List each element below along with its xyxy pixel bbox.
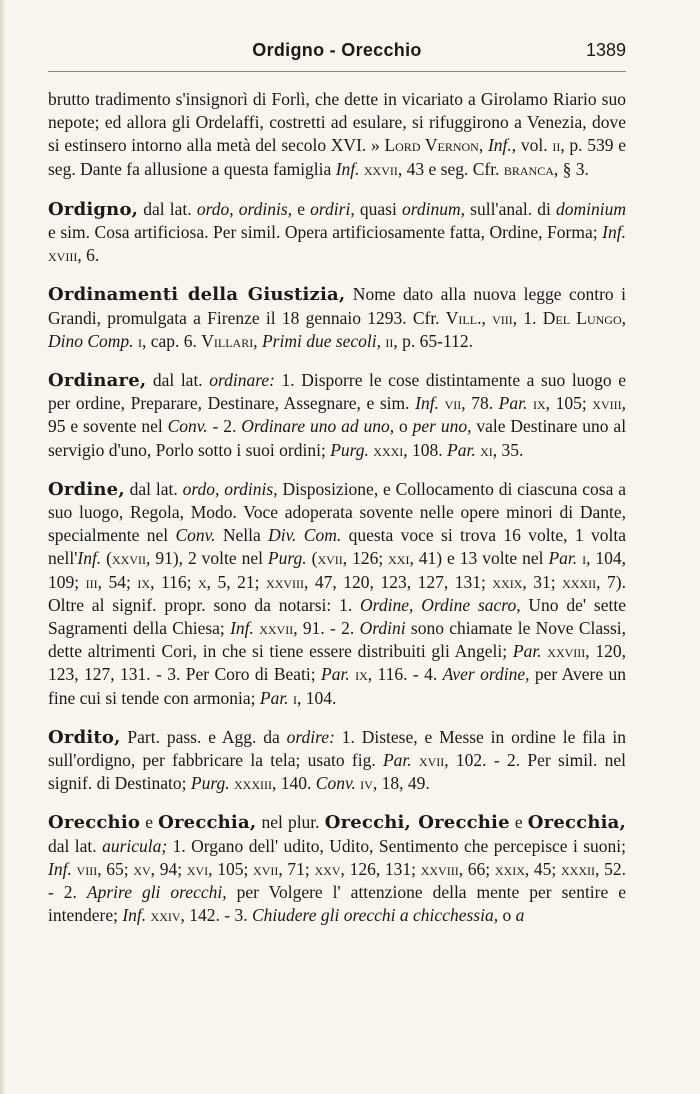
text-run: ( [101, 548, 113, 569]
italic-run: Chiudere gli orecchi a chicchessia, [252, 905, 499, 926]
smallcaps-run: ix [355, 664, 368, 685]
italic-run: Inf. [48, 858, 72, 879]
italic-run: Purg. [267, 548, 307, 569]
text-run: Disposizione, e Collocamento di ciascuna cosa a suo luogo, Regola, Modo. Voce adoperata sovente nelle opere minori di Dante, specialmente nel [48, 478, 626, 546]
headword: Ordito, [48, 726, 121, 748]
smallcaps-run: xxviii [266, 571, 305, 592]
text-run: , 31; [522, 571, 563, 592]
italic-run: Par. [321, 664, 350, 685]
smallcaps-run: xviii [48, 245, 78, 266]
italic-run: Inf. [487, 135, 512, 156]
italic-run: ordo, ordinis, [196, 198, 293, 219]
text-run: , 104, 109; [48, 548, 627, 592]
text-run: e sim. Cosa artificiosa. Per simil. Opera artificiosamente fatta, Ordine, Forma; [48, 222, 603, 243]
text-run: , [481, 307, 493, 328]
running-title: Ordigno - Orecchio [252, 40, 422, 60]
smallcaps-run: i [582, 548, 587, 569]
text-run: , 120, 123, 127, 131. - 3. Per Coro di Beati; [48, 641, 627, 685]
text-run: , 105; [208, 858, 254, 879]
text-run: Nome dato alla nuova legge contro i Grandi, promulgata a Firenze il 18 gennaio 1293. Cfr. [48, 284, 626, 328]
text-run: e [292, 198, 311, 219]
headword: Orecchi, Orecchie [324, 812, 510, 834]
smallcaps-run: xxiv [150, 905, 181, 926]
page-number: 1389 [585, 40, 626, 60]
smallcaps-run: xxvii [259, 618, 294, 639]
italic-run: Inf. [122, 905, 147, 926]
smallcaps-run: viii [492, 307, 513, 328]
text-run: brutto tradimento s'insignorì di Forlì, che dette in vicariato a Girolamo Riario suo nepote; ed allora gli Ordelaffi, costretti ad esulare, si rifuggirono a Venezia, dove si estinsero intorno alla metà del secolo XVI. » [48, 89, 626, 156]
smallcaps-run: xxi [388, 548, 410, 569]
entry-ordigno [48, 198, 626, 268]
text-run: 1. Disporre le cose distintamente a suo luogo e per ordine, Preparare, Destinare, Assegnare, e sim. [48, 370, 626, 414]
italic-run: ordire: [286, 726, 335, 747]
text-run [412, 750, 419, 770]
italic-run: Par. [498, 393, 528, 414]
entry-ordinamenti [48, 283, 626, 353]
text-run: 1. Distese, e Messe in ordine le fila in sull'ordigno, per fabbricare la tela; usato fig. [48, 726, 626, 771]
text-run: Nella [215, 525, 269, 546]
italic-run: Ordini [359, 618, 406, 639]
italic-run: Purg. [330, 439, 369, 460]
headword: Orecchia, [158, 812, 257, 834]
smallcaps-run: i [292, 687, 297, 708]
text-run: ( [306, 548, 318, 569]
headword: Orecchio [48, 812, 141, 834]
entry-orecchio [48, 811, 626, 927]
text-run: o [394, 416, 413, 437]
smallcaps-run: xxv [314, 858, 341, 879]
headword: Ordigno, [48, 198, 139, 220]
italic-run: Inf. [230, 618, 254, 639]
text-run: sono chiamate le Nove Classi, dette altrimenti Cori, in che si tiene essere distribuiti gli Angeli; [48, 618, 627, 662]
italic-run: Conv. [175, 525, 216, 546]
text-run: , 43 e seg. Cfr. [397, 158, 504, 179]
header-rule [48, 71, 626, 72]
smallcaps-run: xxix [494, 858, 525, 879]
smallcaps-run: Villari [201, 330, 254, 351]
smallcaps-run: branca [503, 158, 554, 179]
smallcaps-run: xvii [317, 548, 343, 569]
text-run: , [253, 330, 262, 351]
smallcaps-run: Del Lungo [542, 307, 622, 328]
smallcaps-run: ix [532, 393, 546, 414]
page-edge-shadow [0, 0, 6, 1094]
text-run: , 94; [150, 858, 187, 879]
italic-run: Par. [447, 439, 476, 460]
text-run: , p. 65-112. [393, 330, 473, 351]
italic-run: dominium [556, 198, 626, 219]
smallcaps-run: xxxii [562, 571, 597, 592]
text-run: , [478, 135, 488, 156]
smallcaps-run: xxix [492, 571, 523, 592]
smallcaps-run: xxxiii [234, 773, 273, 794]
text-run: , 1. [512, 307, 543, 328]
text-run: e [140, 812, 159, 833]
headword: Ordinare, [48, 370, 147, 392]
italic-run: Par. [259, 687, 289, 708]
text-run: , 104. [296, 687, 337, 708]
text-run: dal lat. [138, 198, 197, 219]
text-run: , 142. - 3. [180, 905, 252, 926]
italic-run: Aver ordine, [442, 664, 530, 685]
headword: Ordine, [48, 478, 125, 500]
text-run: , 105; [545, 393, 593, 414]
text-run: , 71; [278, 858, 315, 879]
text-run: - 2. [207, 416, 242, 437]
italic-run: Inf. [77, 548, 102, 569]
italic-run: Aprire gli orecchi, [86, 882, 227, 903]
entry-ordine [48, 478, 626, 710]
italic-run: Ordinare uno ad uno, [241, 416, 395, 437]
text-run: quasi [354, 198, 402, 219]
headword: Orecchia, [527, 812, 626, 834]
smallcaps-run: xxvii [112, 548, 147, 569]
smallcaps-run: Lord Vernon [384, 135, 479, 156]
italic-run: Conv. [167, 416, 208, 437]
page-body [48, 88, 626, 944]
smallcaps-run: viii [76, 858, 98, 879]
text-run: , p. 539 e seg. Dante fa allusione a questa famiglia [48, 135, 626, 179]
smallcaps-run: iii [85, 571, 98, 592]
italic-run: Dino Comp. [48, 330, 134, 351]
smallcaps-run: xxviii [420, 858, 459, 879]
running-header [48, 40, 626, 68]
text-run: o [498, 905, 516, 926]
italic-run: Div. Com. [268, 525, 342, 546]
text-run: 1. Organo dell' udito, Udito, Sentimento che percepisce i suoni; [167, 835, 626, 856]
text-run: per Volgere l' attenzione della mente per sentire e intendere; [48, 882, 627, 926]
text-run: , 95 e sovente nel [48, 393, 626, 437]
text-run: , 66; [458, 858, 495, 879]
italic-run: a [515, 905, 525, 926]
text-run: questa voce si trova 16 volte, 1 volta nell' [48, 525, 627, 569]
text-run: , 126; [342, 548, 389, 569]
italic-run: ordinum, [401, 198, 465, 219]
text-run: sull'anal. di [465, 198, 556, 219]
text-run: , 108. [403, 439, 448, 460]
text-run: Uno de' sette Sagramenti della Chiesa; [48, 594, 626, 639]
text-run: , 5, 21; [206, 571, 267, 592]
italic-run: auricula; [102, 835, 168, 856]
italic-run: Ordine, Ordine sacro, [360, 594, 521, 615]
smallcaps-run: xxviii [547, 641, 586, 662]
smallcaps-run: iv [360, 773, 373, 794]
text-run: , 91. - 2. [293, 618, 360, 639]
italic-run: Primi due secoli, [261, 330, 382, 351]
italic-run: Inf. [415, 393, 439, 414]
text-run: , 7). Oltre al signif. propr. sono da notarsi: 1. [48, 571, 626, 615]
text-run: , 41) e 13 volte nel [409, 548, 549, 569]
text-run: Part. pass. e Agg. da [120, 726, 287, 747]
text-run: , cap. 6. [141, 330, 202, 351]
text-run: , [621, 307, 627, 328]
text-run: , 91), 2 volte nel [146, 548, 268, 569]
smallcaps-run: xvii [253, 858, 279, 879]
italic-run: ordinare: [209, 370, 276, 391]
italic-run: Par. [548, 548, 578, 569]
italic-run: Inf. [335, 158, 360, 179]
text-run: , 18, 49. [372, 773, 430, 794]
text-run: , 47, 120, 123, 127, 131; [304, 571, 493, 592]
smallcaps-run: xxvii [363, 158, 398, 179]
text-run: , 65; [97, 858, 134, 879]
headword: Ordinamenti della Giustizia, [48, 284, 346, 306]
smallcaps-run: xviii [592, 393, 622, 414]
italic-run: Par. [512, 641, 542, 662]
smallcaps-run: xi [480, 439, 493, 460]
text-run: , 116. - 4. [367, 664, 443, 685]
smallcaps-run: ii [385, 330, 394, 351]
smallcaps-run: x [197, 571, 207, 592]
italic-run: per uno, [412, 416, 472, 437]
smallcaps-run: xvii [418, 750, 445, 771]
text-run: , 52. - 2. [48, 858, 626, 903]
text-run: , vol. [511, 135, 553, 156]
smallcaps-run: xvi [186, 858, 209, 879]
text-run: nel plur. [256, 812, 325, 833]
text-run: vale Destinare uno al servigio d'uno, Porlo sotto i suoi ordini; [48, 416, 627, 460]
italic-run: ordo, ordinis, [182, 478, 278, 499]
text-run: , 116; [150, 571, 198, 592]
smallcaps-run: vii [444, 393, 462, 414]
smallcaps-run: i [137, 330, 142, 351]
smallcaps-run: xv [133, 858, 151, 879]
italic-run: Inf. [602, 222, 626, 243]
text-run: per Avere un fine cui si tende con armonia; [48, 664, 627, 708]
smallcaps-run: xxxi [373, 439, 404, 460]
text-run: , 45; [524, 858, 561, 879]
text-run: dal lat. [48, 835, 103, 856]
text-run: , 102. - 2. Per simil. nel signif. di Destinato; [48, 750, 626, 794]
italic-run: ordiri, [310, 198, 355, 219]
entry-ordinare [48, 369, 626, 462]
text-run: dal lat. [146, 370, 210, 391]
italic-run: Par. [382, 750, 412, 771]
smallcaps-run: Vill. [445, 307, 482, 328]
entry-continuation [48, 88, 626, 181]
text-run: e [509, 812, 528, 833]
smallcaps-run: ii [552, 135, 561, 156]
text-run: , 6. [77, 245, 100, 266]
entry-ordito [48, 726, 626, 796]
text-run: , 126, 131; [340, 858, 421, 879]
text-run: , 78. [461, 393, 499, 414]
text-run: dal lat. [124, 478, 183, 499]
italic-run: Conv. [315, 773, 356, 794]
text-run: , § 3. [553, 158, 589, 179]
text-run: , 54; [97, 571, 138, 592]
italic-run: Purg. [190, 773, 230, 794]
smallcaps-run: xxxii [561, 858, 595, 879]
text-run: , 35. [492, 439, 524, 460]
smallcaps-run: ix [137, 571, 151, 592]
text-run: , 140. [272, 773, 316, 794]
